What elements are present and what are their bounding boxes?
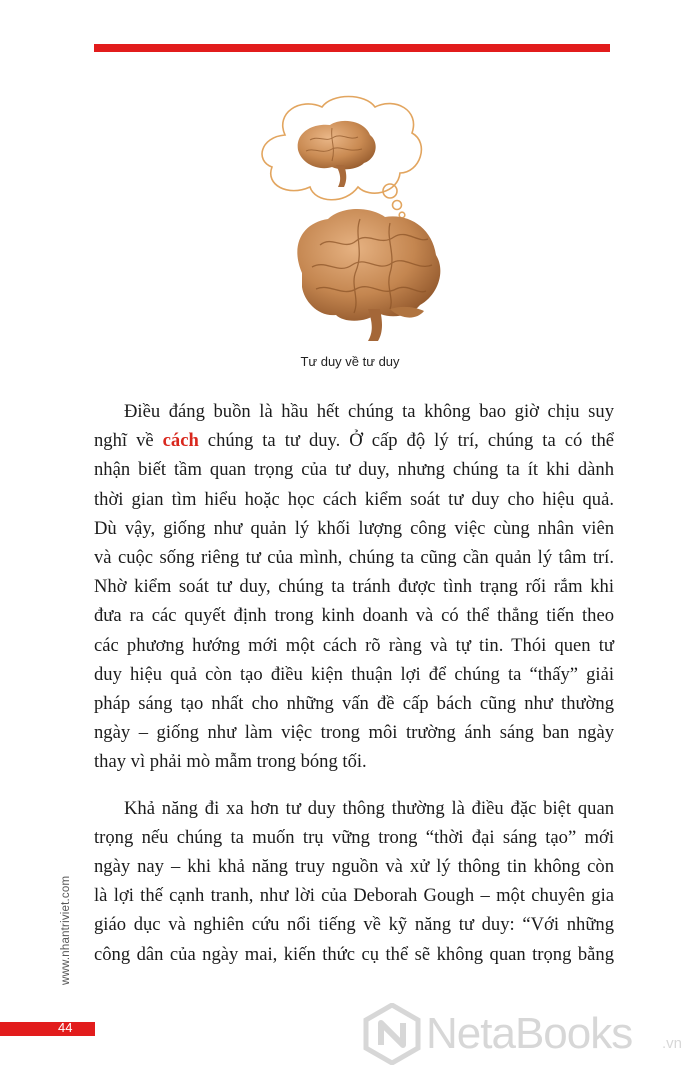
- text-segment: Khả năng đi xa hơn tư duy thông thường là điều đặc biệt quan: [124, 797, 614, 819]
- text-segment: giáo dục và nghiên cứu nổi tiếng về kỹ năng tư duy: “Với những: [94, 914, 614, 936]
- text-line: [94, 631, 614, 660]
- figure: [240, 95, 460, 355]
- text-line: [94, 601, 614, 630]
- brain-illustration: [240, 95, 460, 355]
- page-number-bar: [0, 1022, 95, 1036]
- text-line: [94, 485, 614, 514]
- small-brain-icon: [298, 121, 376, 187]
- watermark-suffix: .vn: [662, 1035, 683, 1052]
- text-segment: là lợi thế cạnh tranh, như lời của Deborah Gough – một chuyên gia: [94, 885, 614, 907]
- text-line: [94, 852, 614, 881]
- text-segment: đưa ra các quyết định trong kinh doanh và có thể thẳng tiến theo: [94, 605, 614, 627]
- text-segment: pháp sáng tạo nhất cho những vấn đề cấp bách cũng như thường: [94, 693, 614, 715]
- text-line: [94, 910, 614, 939]
- text-line: [94, 572, 614, 601]
- text-line: [94, 881, 614, 910]
- top-red-rule: [94, 44, 610, 52]
- text-segment: công dân của ngày mai, kiến thức cụ thể sẽ không quan trọng bằng: [94, 943, 614, 965]
- text-segment: thời gian tìm hiểu hoặc học cách kiểm soát tư duy cho hiệu quả.: [94, 488, 614, 510]
- text-segment: các phương hướng mới một cách rõ ràng và tự tin. Thói quen tư: [94, 634, 614, 656]
- text-segment: và cuộc sống riêng tư của mình, chúng ta cũng cần quản lý tâm trí.: [94, 547, 614, 569]
- text-segment: Điều đáng buồn là hầu hết chúng ta không bao giờ chịu suy: [124, 401, 614, 422]
- text-line: [94, 747, 614, 776]
- text-line: [94, 426, 614, 455]
- text-segment: duy hiệu quả còn tạo điều kiện thuận lợi để chúng ta “thấy” giải: [94, 663, 614, 685]
- body-text: [94, 397, 614, 986]
- text-segment: chúng ta tư duy. Ở cấp độ lý trí, chúng ta có thể: [198, 430, 614, 452]
- text-segment: Dù vậy, giống như quản lý khối lượng công việc cùng nhân viên: [94, 517, 614, 539]
- brain-icon: [297, 209, 440, 341]
- text-line: [94, 543, 614, 572]
- text-line: [94, 514, 614, 543]
- text-line: [94, 689, 614, 718]
- watermark: [362, 1003, 692, 1067]
- watermark-text: NetaBooks: [426, 1009, 633, 1058]
- page-number: 44: [58, 1020, 73, 1035]
- text-line: [94, 794, 614, 823]
- text-segment: ngày nay – khi khả năng truy nguồn và xử lý thông tin không còn: [94, 856, 614, 878]
- text-line: [94, 940, 614, 969]
- text-segment: ngày – giống như làm việc trong môi trường ánh sáng ban ngày: [94, 722, 614, 744]
- text-segment: nhận biết tầm quan trọng của tư duy, nhưng chúng ta ít khi dành: [94, 459, 614, 481]
- text-line: [94, 660, 614, 689]
- highlighted-word: cách: [162, 430, 199, 452]
- text-segment: Nhờ kiểm soát tư duy, chúng ta tránh được tình trạng rối rắm khi: [94, 576, 614, 598]
- side-url: www.nhantriviet.com: [60, 875, 72, 985]
- netabooks-logo-icon: [362, 1003, 422, 1065]
- text-segment: nghĩ về: [94, 430, 163, 452]
- figure-caption: Tư duy về tư duy: [300, 354, 400, 369]
- text-line: [94, 455, 614, 484]
- text-segment: thay vì phải mò mẫm trong bóng tối.: [94, 751, 367, 773]
- text-line: [94, 397, 614, 426]
- paragraph: [94, 397, 614, 777]
- text-line: [94, 823, 614, 852]
- text-line: [94, 718, 614, 747]
- text-segment: trọng nếu chúng ta muốn trụ vững trong “thời đại sáng tạo” mới: [94, 826, 614, 848]
- paragraph: [94, 794, 614, 969]
